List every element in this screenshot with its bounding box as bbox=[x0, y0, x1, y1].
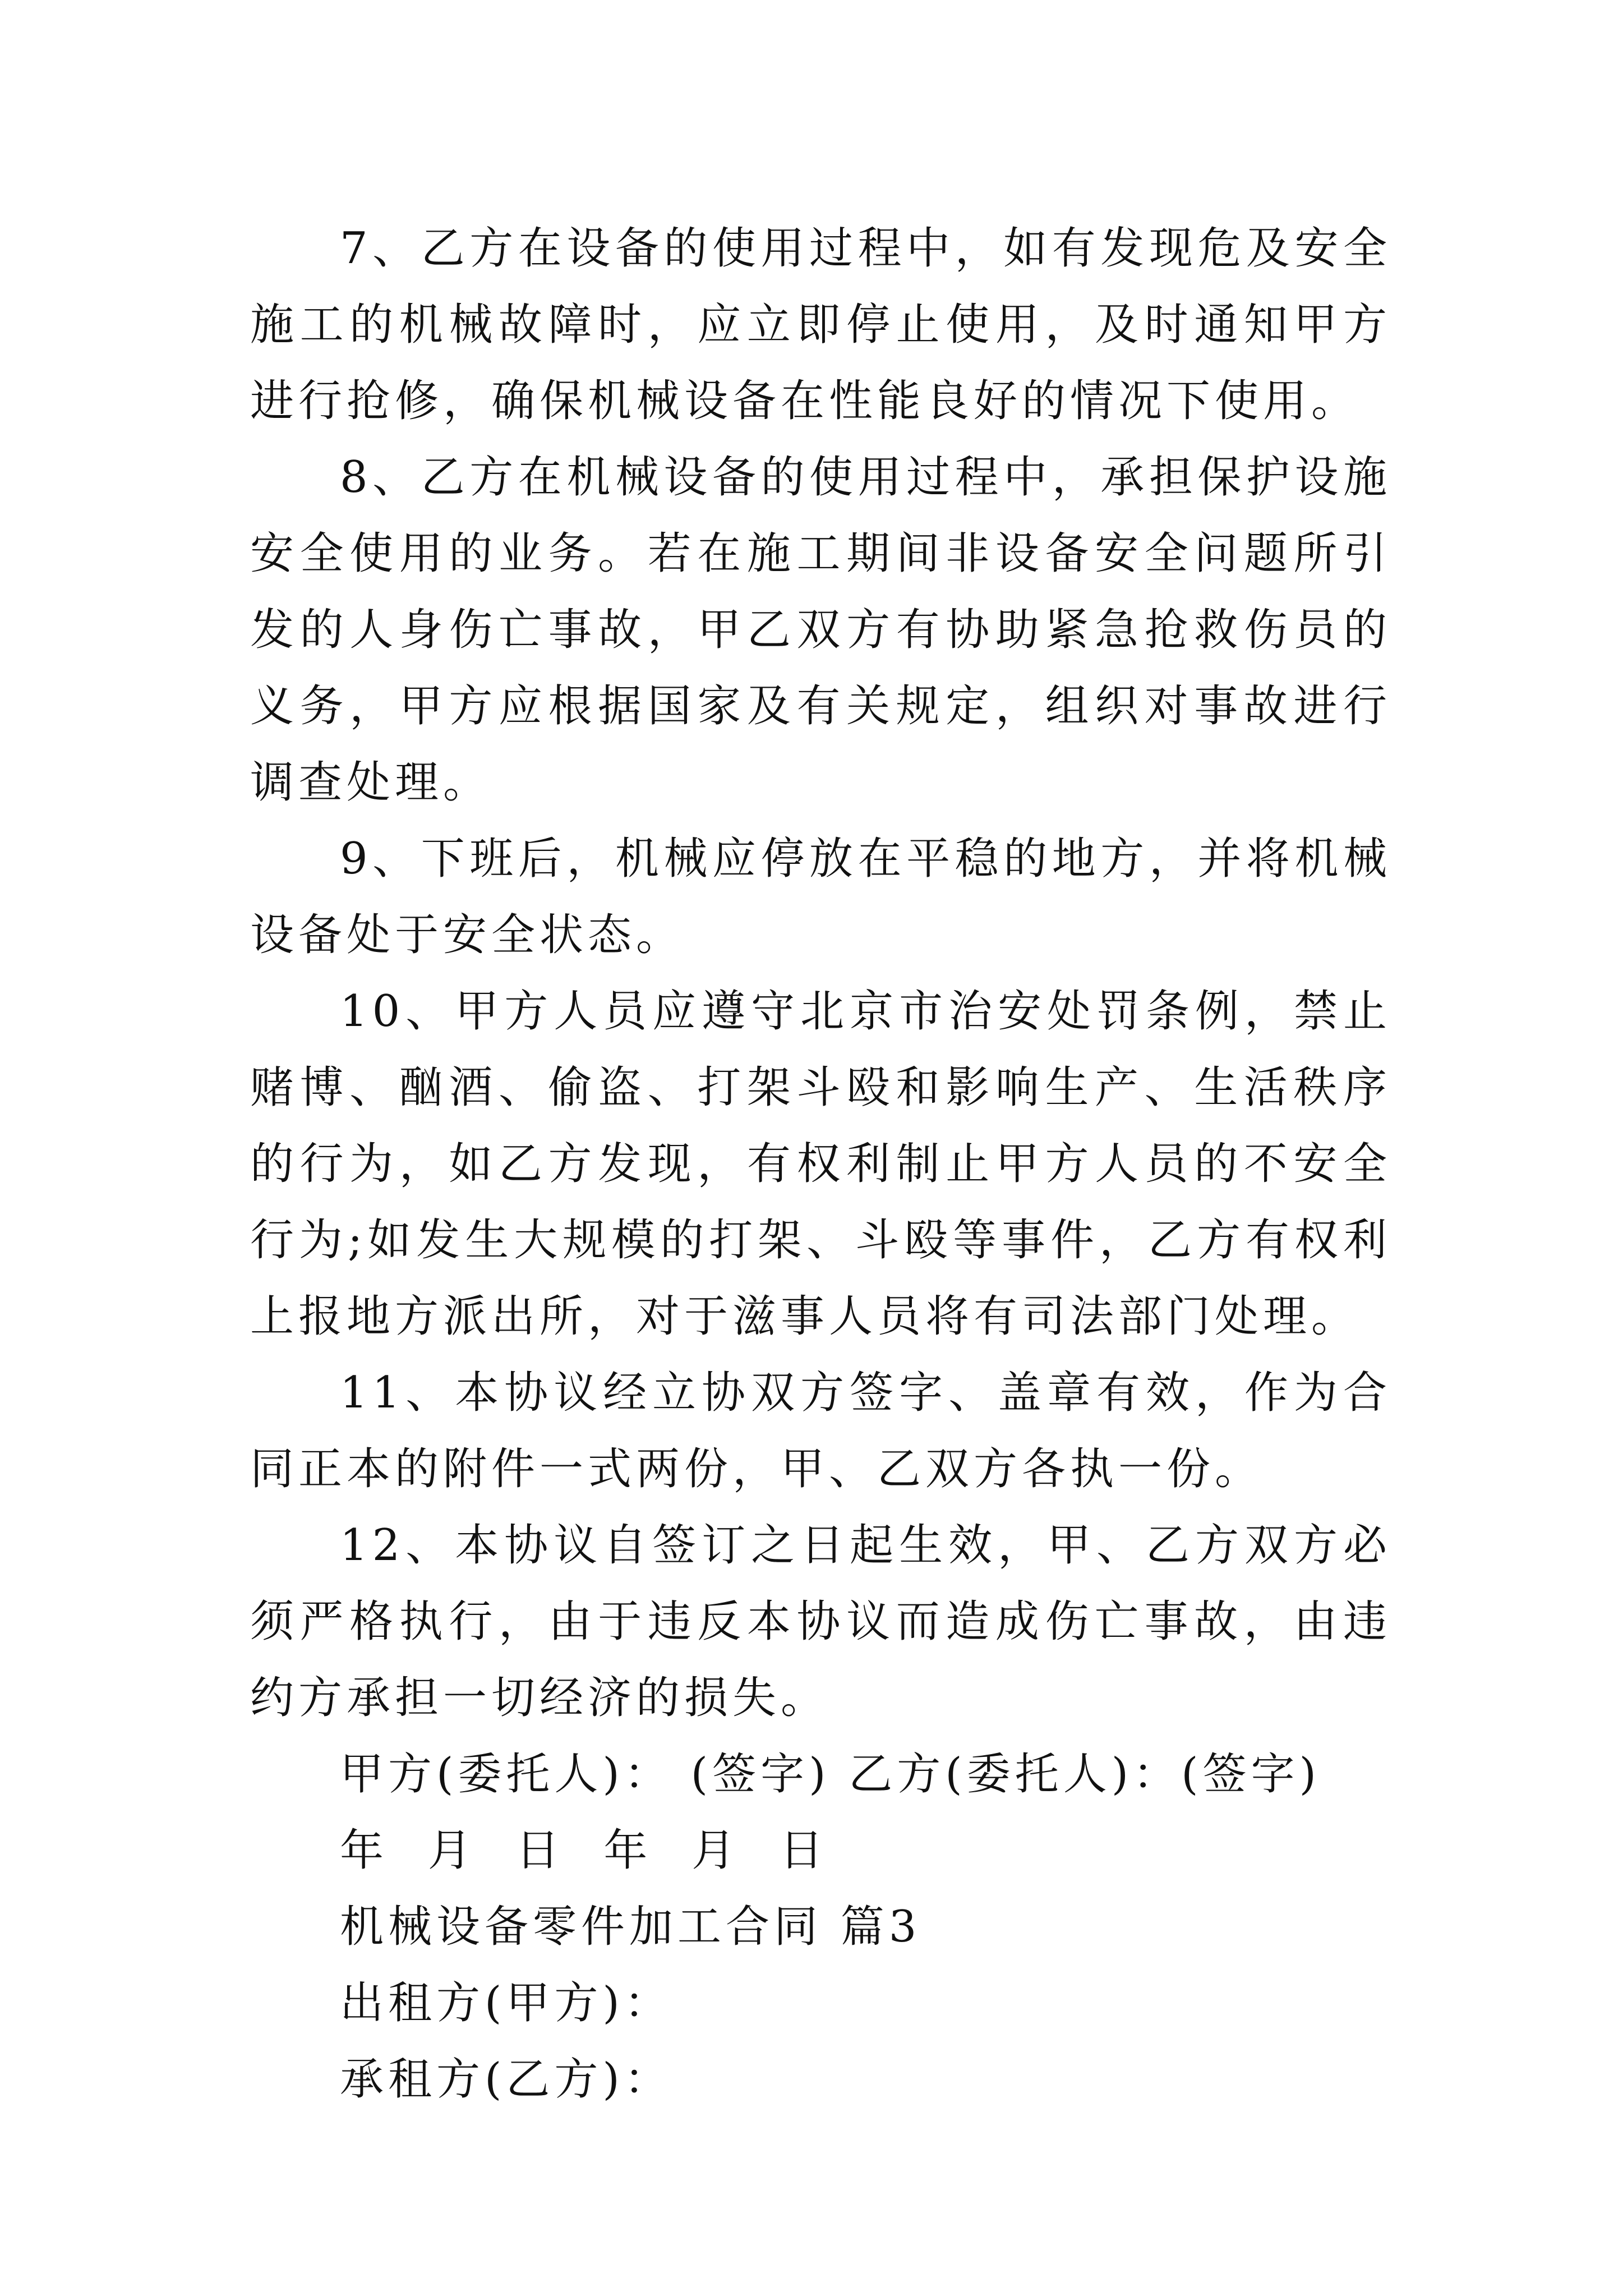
clause-9: 9、下班后，机械应停放在平稳的地方，并将机械设备处于安全状态。 bbox=[250, 834, 1391, 960]
clause-12: 12、本协议自签订之日起生效，甲、乙方双方必须严格执行，由于违反本协议而造成伤亡事故，由违约方承担一切经济的损失。 bbox=[250, 1520, 1391, 1723]
signature-line: 甲方(委托人)： (签字) 乙方(委托人)：(签字) bbox=[340, 1749, 1321, 1800]
clause-8: 8、乙方在机械设备的使用过程中，承担保护设施安全使用的业务。若在施工期间非设备安全问题所引发的人身伤亡事故，甲乙双方有协助紧急抢救伤员的义务，甲方应根据国家及有关规定，组织对事故进行调查处理。 bbox=[250, 452, 1391, 808]
document-body bbox=[250, 210, 1391, 2118]
section-title: 机械设备零件加工合同 篇3 bbox=[340, 1902, 921, 1952]
clause-11: 11、本协议经立协双方签字、盖章有效，作为合同正本的附件一式两份，甲、乙双方各执一份。 bbox=[250, 1368, 1391, 1494]
date-line: 年 月 日 年 月 日 bbox=[340, 1825, 828, 1876]
lessor-line: 出租方(甲方)： bbox=[340, 1978, 672, 2028]
clause-7: 7、乙方在设备的使用过程中，如有发现危及安全施工的机械故障时，应立即停止使用，及时通知甲方进行抢修，确保机械设备在性能良好的情况下使用。 bbox=[250, 223, 1391, 426]
clause-10: 10、甲方人员应遵守北京市治安处罚条例，禁止赌博、酗酒、偷盗、打架斗殴和影响生产、生活秩序的行为，如乙方发现，有权利制止甲方人员的不安全行为;如发生大规模的打架、斗殴等事件，乙方有权利上报地方派出所，对于滋事人员将有司法部门处理。 bbox=[250, 986, 1391, 1342]
lessee-line: 承租方(乙方)： bbox=[340, 2054, 672, 2105]
